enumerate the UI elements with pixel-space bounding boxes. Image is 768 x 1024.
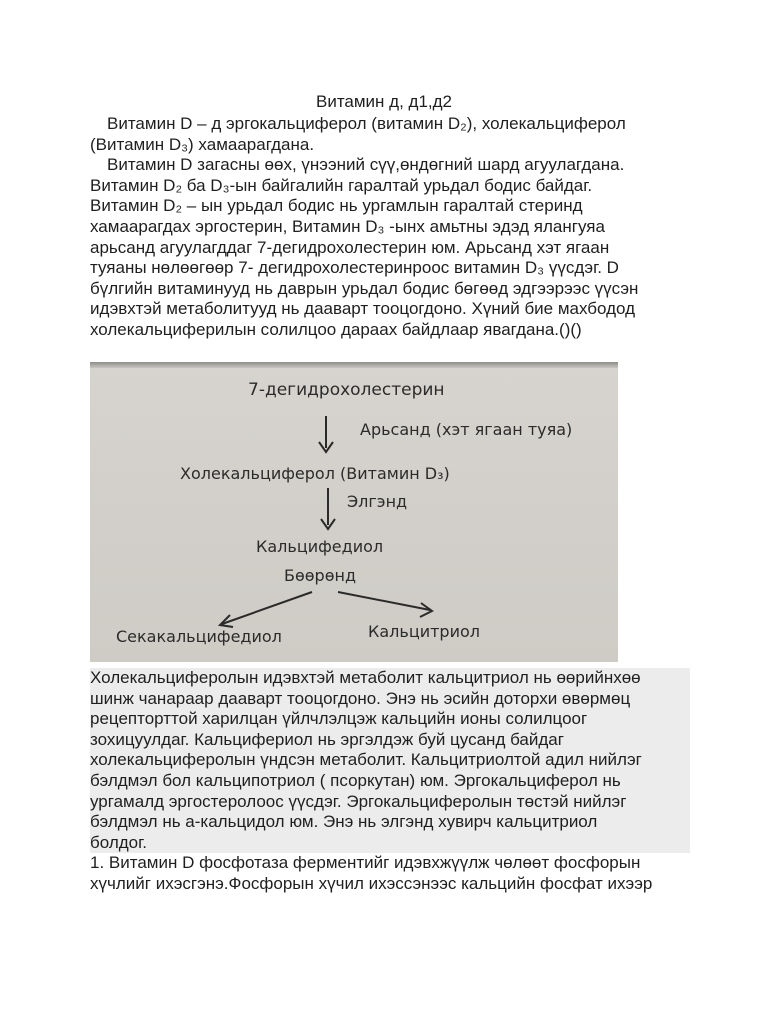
- diagram-product-right: Кальцитриол: [368, 622, 480, 641]
- text-line: хүчлийг ихэсгэнэ.Фосфорын хүчил ихэссэнээс кальцийн фосфат ихээр: [90, 873, 653, 893]
- text-line: Витамин D₂ ба D₃-ын байгалийн гаралтай урьдал бодис байдаг.: [90, 175, 593, 195]
- text-line: болдог.: [90, 833, 690, 854]
- diagram-arrow-2-label: Элгэнд: [347, 492, 408, 511]
- text-line: ургамалд эргостеролоос үүсдэг. Эргокальциферолын төстэй нийлэг: [90, 792, 690, 813]
- text-line: Холекальциферолын идэвхтэй метаболит кальцитриол нь өөрийнхөө: [90, 668, 690, 689]
- diagram-step-1: 7-дегидрохолестерин: [248, 380, 445, 400]
- text-line: арьсанд агуулагддаг 7-дегидрохолестерин юм. Арьсанд хэт ягаан: [90, 237, 610, 257]
- text-line: Витамин D – д эргокальциферол (витамин D₂), холекальциферол: [107, 114, 626, 133]
- diagram-step-3: Кальцифедиол: [256, 537, 384, 556]
- diagram-arrow-3-label: Бөөрөнд: [284, 566, 357, 585]
- text-line: хамаарагдах эргостерин, Витамин D₃ -ынх амьтны эдэд ялангуяа: [90, 216, 605, 236]
- text-line: Витамин D загасны өөх, үнээний сүү,өндөгний шард агуулагдана.: [107, 155, 625, 175]
- text-line: шинж чанараар дааварт тооцогдоно. Энэ нь эсийн доторхи өвөрмөц: [90, 689, 690, 710]
- text-line: холекальциферолын үндсэн метаболит. Кальцитриолтой адил нийлэг: [90, 750, 690, 771]
- text-line: (Витамин D₃) хамаарагдана.: [90, 134, 315, 154]
- text-line: бэлдмэл нь а-кальцидол юм. Энэ нь элгэнд хувирч кальцитриол: [90, 812, 690, 833]
- intro-paragraph: [90, 114, 690, 341]
- diagram-arrows: [90, 362, 618, 662]
- text-line: бүлгийн витаминууд нь даврын урьдал бодис бөгөөд эдгээрээс үүсэн: [90, 278, 639, 298]
- text-line: туяаны нөлөөгөөр 7- дегидрохолестеринроос витамин D₃ үүсдэг. D: [90, 258, 619, 278]
- arrow-right-shaft: [338, 592, 430, 610]
- text-line: зохицуулдаг. Кальцифериол нь эргэлдэж буй цусанд байдаг: [90, 730, 690, 751]
- diagram-step-2: Холекальциферол (Витамин D₃): [180, 464, 450, 483]
- metabolism-diagram-photo: [90, 362, 618, 662]
- text-line: рецепторттой харилцан үйлчлэлцэж кальцийн ионы солилцоог: [90, 709, 690, 730]
- text-line: идэвхтэй метаболитууд нь дааварт тооцогдоно. Хүний бие махбодод: [90, 299, 636, 319]
- body-paragraph: [90, 668, 690, 895]
- diagram-arrow-1-label: Арьсанд (хэт ягаан туяа): [360, 420, 573, 439]
- text-line: 1. Витамин D фосфотаза ферментийг идэвхжүүлж чөлөөт фосфорын: [90, 853, 641, 873]
- document-title: Витамин д, д1,д2: [315, 92, 453, 111]
- diagram-product-left: Секакальцифедиол: [116, 627, 282, 646]
- arrow-left-shaft: [222, 592, 312, 624]
- text-line: Витамин D₂ – ын урьдал бодис нь ургамлын гаралтай стеринд: [90, 196, 583, 216]
- text-line: холекальциферилын солилцоо дараах байдлаар явагдана.()(): [90, 319, 582, 339]
- text-line: бэлдмэл бол кальципотриол ( псоркутан) юм. Эргокальциферол нь: [90, 771, 690, 792]
